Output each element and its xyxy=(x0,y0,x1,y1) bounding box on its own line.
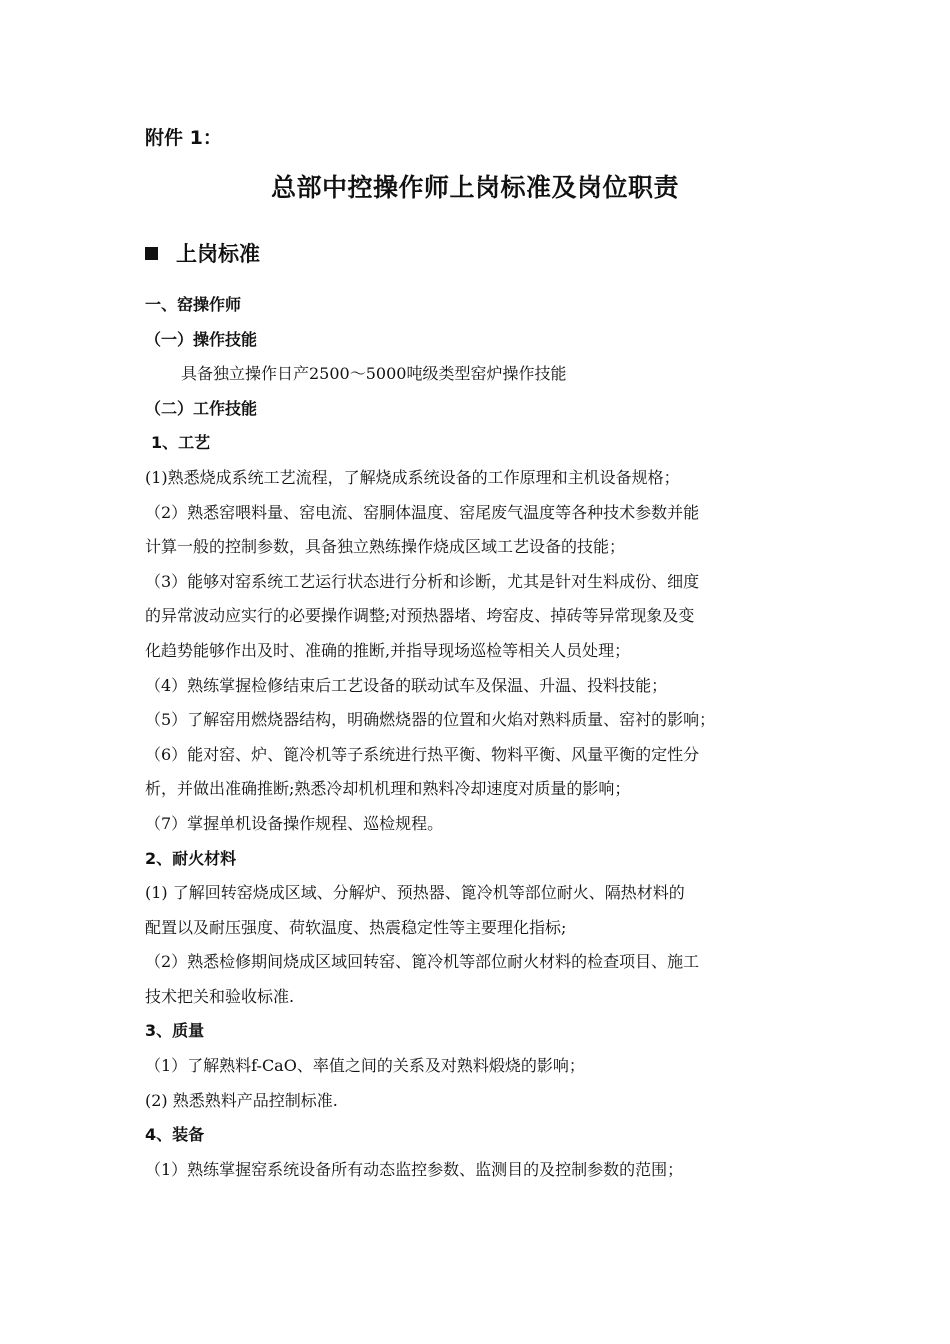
body-text-line: （2）熟悉检修期间烧成区域回转窑、篦冷机等部位耐火材料的检查项目、施工 xyxy=(145,952,700,972)
body-text-line: （7）掌握单机设备操作规程、巡检规程。 xyxy=(145,813,444,833)
body-text-line: 计算一般的控制参数，具备独立熟练操作烧成区域工艺设备的技能； xyxy=(145,537,626,557)
body-text-line: （6）能对窑、炉、篦冷机等子系统进行热平衡、物料平衡、风量平衡的定性分 xyxy=(145,744,700,764)
document-title: 总部中控操作师上岗标准及岗位职责 xyxy=(270,173,679,202)
body-text-line: (2) 熟悉熟料产品控制标准. xyxy=(145,1090,338,1110)
body-text-line: 化趋势能够作出及时、准确的推断,并指导现场巡检等相关人员处理； xyxy=(145,640,631,660)
body-text-line: （3）能够对窑系统工艺运行状态进行分析和诊断，尤其是针对生料成份、细度 xyxy=(145,571,700,591)
body-text-line: 具备独立操作日产2500～5000吨级类型窑炉操作技能 xyxy=(181,364,567,384)
body-text-line: 配置以及耐压强度、荷软温度、热震稳定性等主要理化指标; xyxy=(145,917,567,937)
black-square-icon xyxy=(145,247,158,260)
body-text-line: （4）熟练掌握检修结束后工艺设备的联动试车及保温、升温、投料技能； xyxy=(145,675,668,695)
body-heading: 2、耐火材料 xyxy=(145,848,237,868)
body-text-line: 的异常波动应实行的必要操作调整;对预热器堵、垮窑皮、掉砖等异常现象及变 xyxy=(145,606,695,626)
body-heading: 3、质量 xyxy=(145,1021,205,1041)
body-text-line: （1）熟练掌握窑系统设备所有动态监控参数、监测目的及控制参数的范围； xyxy=(145,1159,684,1179)
body-heading: 一、窑操作师 xyxy=(145,295,242,314)
section-heading-label: 上岗标准 xyxy=(176,242,260,266)
body-text-line: （2）熟悉窑喂料量、窑电流、窑胴体温度、窑尾废气温度等各种技术参数并能 xyxy=(145,502,700,522)
body-text-line: (1) 了解回转窑烧成区域、分解炉、预热器、篦冷机等部位耐火、隔热材料的 xyxy=(145,883,685,903)
body-heading: （二）工作技能 xyxy=(145,398,258,418)
body-heading: （一）操作技能 xyxy=(145,329,258,349)
body-text-line: （5）了解窑用燃烧器结构，明确燃烧器的位置和火焰对熟料质量、窑衬的影响； xyxy=(145,710,716,730)
body-text-line: 析，并做出准确推断;熟悉冷却机机理和熟料冷却速度对质量的影响； xyxy=(145,779,631,799)
body-text-line: （1）了解熟料f-CaO、率值之间的关系及对熟料煅烧的影响； xyxy=(145,1056,585,1076)
document-body xyxy=(145,288,825,1187)
body-text-line: (1)熟悉烧成系统工艺流程，了解烧成系统设备的工作原理和主机设备规格； xyxy=(145,467,680,487)
section-heading xyxy=(145,238,260,268)
body-text-line: 技术把关和验收标准. xyxy=(145,986,295,1006)
attachment-label: 附件 1： xyxy=(145,127,222,149)
body-heading: 4、装备 xyxy=(145,1125,205,1145)
body-heading: 1、工艺 xyxy=(151,433,211,453)
